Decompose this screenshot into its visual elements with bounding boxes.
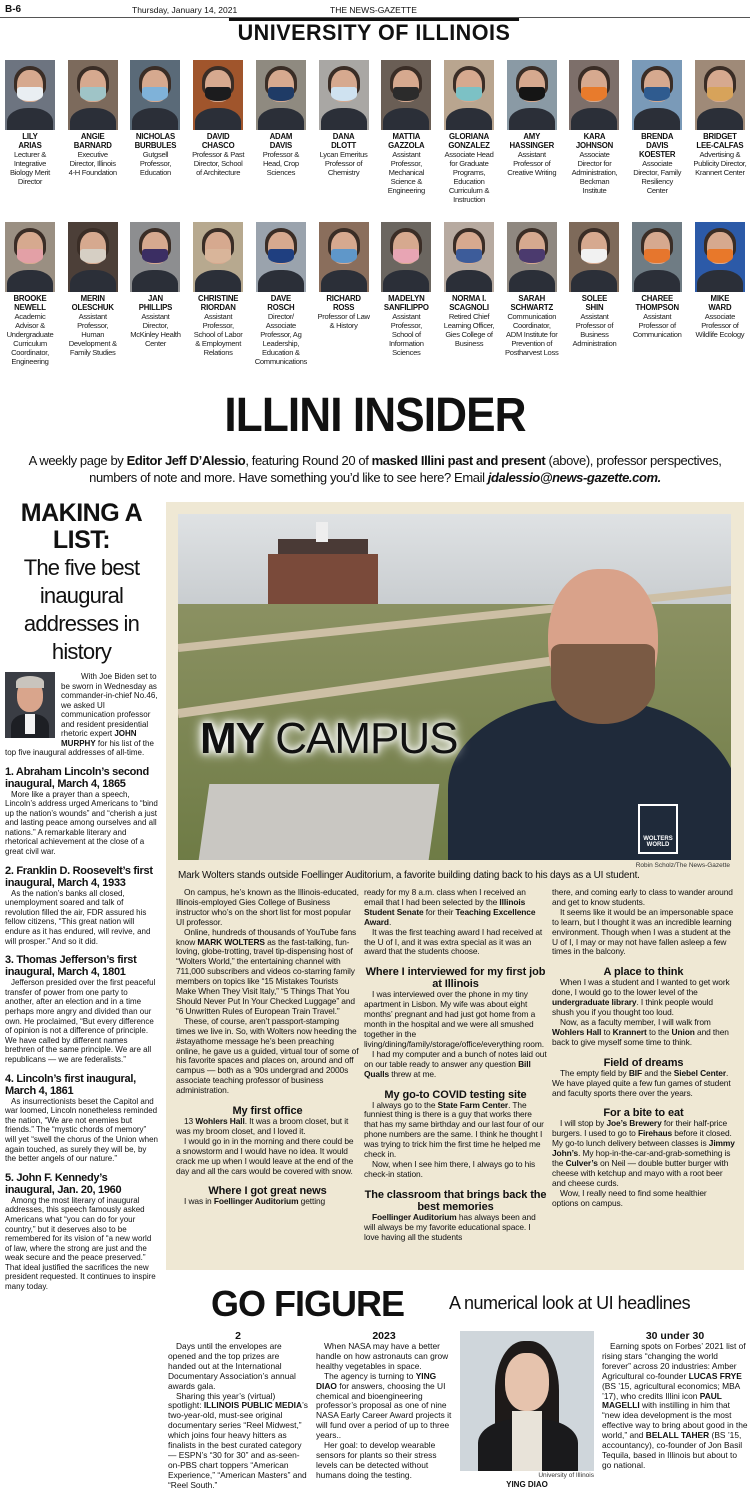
place-name: Firehaus <box>637 1128 673 1139</box>
face-mask-icon <box>456 87 482 101</box>
masked-portrait <box>381 222 431 292</box>
masked-portrait <box>193 60 243 130</box>
person-title: Professor & Head, Crop Sciences <box>262 150 300 177</box>
go-figure-section <box>166 1283 750 1493</box>
figure-number: 2 <box>235 1330 241 1342</box>
person-name: SOLEE SHIN <box>581 294 608 312</box>
list-item-heading: 5. John F. Kennedy’s inaugural, Jan. 20, 1960 <box>5 1171 122 1196</box>
text: threw at me. <box>389 1068 437 1079</box>
issue-date: Thursday, January 14, 2021 <box>132 5 238 15</box>
masked-person <box>505 60 559 204</box>
place-name: Union <box>671 1026 695 1037</box>
masked-person <box>505 222 559 366</box>
subhead-bite-to-eat: For a bite to eat <box>603 1107 684 1120</box>
masked-portrait <box>695 222 745 292</box>
face-mask-icon <box>331 249 357 263</box>
list-item-heading: 4. Lincoln’s first inaugural, March 4, 1861 <box>5 1072 136 1097</box>
text: I will stop by <box>560 1118 607 1129</box>
list-subheadline: The five best inaugural addresses in history <box>23 555 140 664</box>
my-campus-title-bold: MY <box>200 714 264 763</box>
person-name: GLORIANA GONZALEZ <box>448 132 490 150</box>
person-name: BROOKE NEWELL <box>13 294 47 312</box>
paragraph: I was interviewed over the phone in my tiny apartment in Lisbon. My wife was about eight months’ pregnant and had just got home from a month in the hospital and we were all smushed together in the living/dining/family/storage/office/everything room. <box>364 989 544 1049</box>
person-title: Assistant Professor, School of Information Sciences <box>388 312 424 357</box>
masked-person <box>128 60 182 204</box>
paragraph <box>552 978 735 1018</box>
subhead-place-to-think: A place to think <box>603 966 684 979</box>
text: (BS ’15, accountancy), co-founder of Jon Basil Tequila, based in Illinois but about to go national. <box>602 1430 743 1470</box>
subhead-field-of-dreams: Field of dreams <box>603 1056 684 1069</box>
masked-portrait <box>319 60 369 130</box>
subhead-great-news: Where I got great news <box>208 1185 327 1198</box>
person-title: Assistant Professor, Human Development & Family Studies <box>68 312 117 357</box>
person-name: BELALL TAHER <box>645 1430 710 1441</box>
text: to the <box>646 1026 672 1037</box>
subhead-classroom: The classroom that brings back the best memories <box>364 1188 547 1213</box>
person-title: Associate Director, Family Resiliency Center <box>633 159 682 195</box>
face-mask-icon <box>519 249 545 263</box>
face-mask-icon <box>331 87 357 101</box>
person-title: Executive Director, Illinois 4-H Foundation <box>68 150 117 177</box>
text: . <box>388 916 392 927</box>
face-mask-icon <box>707 87 733 101</box>
person-title: Lecturer & Integrative Biology Merit Director <box>10 150 50 186</box>
person-name: LILY ARIAS <box>18 132 42 150</box>
text: as the fast-talking, fun-loving, globe-trotting, travel tip-dispensing host of “Wolters World,” the entertaining channel with 711,000 subscribers and videos co-starring family members on topics like “15 Mistakes Tourists Make When They Visit Italy,” “5 Things That You Should Never Put In Your Checked Luggage” and “6 Unwritten Rules of European Train Travel.” <box>176 936 355 1016</box>
list-item-heading: 1. Abraham Lincoln’s second inaugural, March 4, 1865 <box>5 765 149 790</box>
feature-column-2 <box>364 888 547 1242</box>
john-murphy-name: JOHN MURPHY <box>61 729 137 748</box>
person-title: Professor & Past Director, School of Architecture <box>192 150 245 177</box>
org-name: Illinois Student Senate <box>364 896 526 917</box>
face-mask-icon <box>17 249 43 263</box>
masked-person <box>3 60 57 204</box>
person-name: YING DIAO <box>316 1370 437 1391</box>
text: Now, as a faculty member, I will walk from <box>560 1016 711 1027</box>
person-title: Assistant Professor of Business Administration <box>572 312 617 348</box>
text: Online, hundreds of thousands of YouTube fans know <box>176 926 357 947</box>
masked-illini-row-2 <box>0 222 750 366</box>
person-name: MERIN OLESCHUK <box>71 294 114 312</box>
masked-portrait <box>256 222 306 292</box>
place-name: Joe’s Brewery <box>606 1118 662 1129</box>
face-mask-icon <box>581 87 607 101</box>
face-mask-icon <box>205 249 231 263</box>
paragraph: It seems like it would be an impersonable space to learn, but I thought it was an incredible learning environment. Though when I was a student at the U of I, I may or may not have fallen asleep a few times in the balcony. <box>552 906 734 957</box>
text: and then back to give myself some time to think. <box>552 1026 729 1047</box>
person-name: KARA JOHNSON <box>575 132 614 150</box>
masked-person <box>66 222 120 366</box>
wolters-photo <box>178 514 731 860</box>
person-title: Academic Advisor & Undergraduate Curriculum Coordinator, Engineering <box>6 312 54 366</box>
text: I always go to the <box>372 1099 438 1110</box>
list-item-body: Among the most literary of inaugural addresses, this speech famously asked Americans what “you can do for your country,” but it deserves also to be remembered for its vision of “a new world of law, where the strong are just and the weak secure and the peace preserved.” That ideal justified the sacrifices the new president requested. It continues to inspire many today. <box>5 1195 156 1292</box>
text: with instilling in him that “new idea development is the most effective way to bring about good in the world,” and <box>602 1400 748 1441</box>
list-items <box>5 766 158 1292</box>
person-title: Assistant Professor of Communication <box>632 312 682 339</box>
subhead-interview: Where I interviewed for my first job at Illinois <box>365 966 546 991</box>
subtitle-text: A weekly page by <box>28 453 127 468</box>
masked-portrait <box>632 60 682 130</box>
my-campus-title <box>200 714 457 764</box>
figure-number: 30 under 30 <box>645 1330 705 1342</box>
place-name: Foellinger Auditorium <box>213 1196 299 1207</box>
place-name: State Farm Center <box>437 1099 509 1110</box>
john-murphy-photo <box>5 672 55 738</box>
masked-person <box>442 60 496 204</box>
face-mask-icon <box>393 87 419 101</box>
text: I had my computer and a bunch of notes laid out on our table ready to answer any question <box>364 1048 547 1069</box>
masked-person <box>254 222 308 366</box>
text: . My hop-in-the-car-and-grab-something is the <box>552 1148 731 1169</box>
text: for answers, choosing the UI chemical and bioengineering professor’s proposal as one of nine NASA Early Career Award projects it will fund over a period of up to three years.. <box>316 1380 452 1441</box>
person-title: Associate Professor of Wildlife Ecology <box>695 312 745 339</box>
person-name: DANA DLOTT <box>331 132 357 150</box>
paragraph <box>552 1018 735 1048</box>
text: . It was a broom closet, but it was my broom closet, and I loved it. <box>176 1116 349 1136</box>
masked-person <box>567 222 621 366</box>
photo-credit: University of Illinois <box>538 1472 594 1479</box>
feature-column-3 <box>552 888 735 1209</box>
text: . We have played quite a few fun games of student and faculty sports there over the years. <box>552 1067 731 1098</box>
paragraph: On campus, he’s known as the Illinois-educated, Illinois-employed Gies College of Business instructor who’s on the short list for most popular UI professor. <box>176 887 359 927</box>
masked-portrait <box>444 222 494 292</box>
text: Earning spots on Forbes’ 2021 list of rising stars “changing the world forever” across 20 industries: Amber Agricultural co-founder <box>602 1341 746 1381</box>
paragraph: there, and coming early to class to wander around and get to know students. <box>552 887 733 907</box>
text: ’s two-year-old, must-see original documentary series “Reel Midwest,” which joins four heavy hitters as finalists in the best curated category — ESPN’s “30 for 30” and as-seen-on-PBS chart toppers “American Experience,” “American Masters” and “Reel South.” <box>168 1400 308 1490</box>
masked-portrait <box>444 60 494 130</box>
photo-credit: Robin Scholz/The News-Gazette <box>635 862 730 869</box>
subtitle-text: (above), professor perspectives, numbers of note and more. Have something you’d like to see here? Email <box>89 453 722 485</box>
list-item-heading: 2. Franklin D. Roosevelt’s first inaugural, March 4, 1933 <box>5 864 153 889</box>
face-mask-icon <box>205 87 231 101</box>
face-mask-icon <box>80 249 106 263</box>
paragraph: Now, when I see him there, I always go to his check-in station. <box>364 1158 536 1179</box>
person-name: MIKE WARD <box>708 294 732 312</box>
list-headline: MAKING A LIST: <box>20 499 143 554</box>
person-name: AMY HASSINGER <box>509 132 555 150</box>
subhead-first-office: My first office <box>232 1105 303 1118</box>
face-mask-icon <box>142 87 168 101</box>
masked-illini-label: masked Illini past and present <box>371 453 546 468</box>
paragraph <box>176 1197 359 1207</box>
photo-caption: Mark Wolters stands outside Foellinger Auditorium, a favorite building dating back to his days as a UI student. <box>178 870 640 881</box>
person-name: DAVID CHASCO <box>201 132 235 150</box>
place-name: Culver’s <box>565 1158 598 1169</box>
person-name: ANGIE BARNARD <box>73 132 112 150</box>
masked-person <box>191 222 245 366</box>
masked-portrait <box>130 222 180 292</box>
page-number: B-6 <box>5 4 22 15</box>
person-name: CHRISTINE RIORDAN <box>198 294 239 312</box>
masked-person <box>693 222 747 366</box>
intro-text-1: With Joe Biden set to be sworn in Wednesday as commander-in-chief No.46, we asked UI communication professor and resident presidential rhetoric expert <box>61 672 158 738</box>
paragraph <box>168 1392 308 1491</box>
making-a-list-column <box>5 500 158 1292</box>
person-name: SARAH SCHWARTZ <box>510 294 554 312</box>
text: ready for my 8 a.m. class when I received an email that I had been selected by the <box>364 887 526 907</box>
ying-diao-photo <box>460 1331 594 1471</box>
masked-portrait <box>130 60 180 130</box>
paragraph <box>316 1372 452 1441</box>
paragraph <box>176 1117 359 1137</box>
face-mask-icon <box>80 87 106 101</box>
masked-portrait <box>5 60 55 130</box>
paragraph <box>364 888 547 928</box>
paragraph: It was the first teaching award I had received at the U of I, and it was extra special as it was an award that the students choose. <box>364 926 543 957</box>
award-name: Teaching Excellence Award <box>364 906 536 927</box>
list-intro <box>5 672 158 758</box>
face-mask-icon <box>393 249 419 263</box>
place-name: Krannert <box>612 1026 647 1037</box>
figure-number: 2023 <box>372 1330 396 1342</box>
list-item-body: More like a prayer than a speech, Lincoln’s address urged Americans to “bind up the nation’s wounds” and “cherish a just and lasting peace among ourselves and all nations.” A remarkable literary and rhetorical achievement at the close of a great civil war. <box>5 789 158 857</box>
photo-name: YING DIAO <box>506 1480 548 1489</box>
face-mask-icon <box>268 87 294 101</box>
masked-person <box>379 222 433 366</box>
face-mask-icon <box>581 249 607 263</box>
face-mask-icon <box>519 87 545 101</box>
text: to <box>601 1026 613 1037</box>
intro-text-2: for his list of the top five inaugural addresses of all-time. <box>5 738 154 757</box>
masked-person <box>630 60 684 204</box>
paragraph: Days until the envelopes are opened and the top prizes are handed out at the International Documentary Association’s annual awards gala. <box>168 1341 296 1391</box>
masked-portrait <box>68 60 118 130</box>
person-title: Assistant Professor, Mechanical Science & Engineering <box>387 150 425 195</box>
face-mask-icon <box>707 249 733 263</box>
face-mask-icon <box>142 249 168 263</box>
person-title: Associate Head for Graduate Programs, Education Curriculum & Instruction <box>444 150 494 204</box>
masked-portrait <box>507 222 557 292</box>
text: before it closed. My go-to lunch delivery between classes is <box>552 1128 732 1149</box>
text: (BS ’15, agricultural economics; MBA ’17), who credits Illini icon <box>602 1380 740 1401</box>
place-name: Wohlers Hall <box>195 1116 245 1127</box>
person-title: Communication Coordinator, ADM Institute for Prevention of Postharvest Loss <box>505 312 559 357</box>
masked-person <box>254 60 308 204</box>
masked-person <box>317 222 371 366</box>
person-name: NICHOLAS BURBULES <box>134 132 177 150</box>
masked-person <box>693 60 747 204</box>
text: for their half-price burgers. I used to go to <box>552 1118 728 1139</box>
paragraph <box>176 928 359 1017</box>
masked-person <box>442 222 496 366</box>
go-figure-item-2023 <box>316 1331 452 1481</box>
person-name: ADAM DAVIS <box>269 132 293 150</box>
insider-subtitle <box>10 452 740 486</box>
text: When I was a student and I wanted to get work done, I would go to the lower level of the <box>552 977 730 998</box>
masked-portrait <box>569 222 619 292</box>
face-mask-icon <box>268 249 294 263</box>
face-mask-icon <box>644 87 670 101</box>
masked-person <box>3 222 57 366</box>
place-name: Wohlers Hall <box>552 1026 602 1037</box>
person-title: Assistant Professor, School of Labor & Employment Relations <box>193 312 243 357</box>
paragraph: Wow, I really need to find some healthier options on campus. <box>552 1187 707 1208</box>
section-banner: UNIVERSITY OF ILLINOIS <box>229 18 519 44</box>
person-name: MATTIA GAZZOLA <box>388 132 425 150</box>
masked-person <box>317 60 371 204</box>
face-mask-icon <box>456 249 482 263</box>
masked-portrait <box>319 222 369 292</box>
list-item-body: As insurrectionists beset the Capitol and war loomed, Lincoln nonetheless reminded the nation, “We are not enemies but friends.” The “mystic chords of memory” will yet “swell the chorus of the Union when again touched, as surely they will be, by the better angels of our nature.” <box>5 1096 158 1164</box>
list-item-body: Jefferson presided over the first peaceful transfer of power from one party to another, after an election and in a time perhaps more angry and divided than our own. He proclaimed, “But every difference of opinion is not a difference of principle. We have called by different names brethren of the same principle. We are all republicans — we are federalists.” <box>5 978 156 1064</box>
text: The agency is turning to <box>324 1370 416 1381</box>
text: Sharing this year’s (virtual) spotlight: <box>168 1390 276 1411</box>
paragraph <box>364 1101 547 1160</box>
paper-name: THE NEWS-GAZETTE <box>330 5 417 15</box>
mark-wolters-name: MARK WOLTERS <box>197 936 265 947</box>
subhead-covid-testing: My go-to COVID testing site <box>384 1088 527 1101</box>
text: and the <box>642 1067 674 1078</box>
person-name: RICHARD ROSS <box>326 294 361 312</box>
paragraph <box>602 1342 748 1471</box>
place-name: Jimmy John’s <box>552 1138 735 1159</box>
masked-person <box>630 222 684 366</box>
text: has always been and will always be my favorite educational space. I love having all the students <box>364 1211 536 1242</box>
subtitle-text: , featuring Round 20 of <box>245 453 372 468</box>
face-mask-icon <box>17 87 43 101</box>
place-name: Foellinger Auditorium <box>372 1211 457 1222</box>
wolters-world-logo: WOLTERS WORLD <box>638 804 678 854</box>
person-title: Retired Chief Learning Officer, Gies College of Business <box>443 312 495 348</box>
feature-column-1 <box>176 888 359 1207</box>
text: . I think people would shush you if you thought too loud. <box>552 997 713 1018</box>
person-name: BRIDGET LEE-CALFAS <box>696 132 744 150</box>
paragraph: I would go in in the morning and there could be a snowstorm and I would have no idea. It would crack me up when I would leave at the end of the day and all the cars would be covered with snow. <box>176 1135 354 1176</box>
person-title: Lycan Emeritus Professor of Chemistry <box>319 150 368 177</box>
paragraph: These, of course, aren’t passport-stamping times we live in. So, with Wolters now heeding the #stayathome message he’s been preaching online, he gave us a guided, virtual tour of some of his favorite spaces and places on, around and off campus — both as a ’90s undergrad and 2000s associate teaching professor of business administration. <box>176 1015 359 1096</box>
go-figure-subtitle: A numerical look at UI headlines <box>449 1293 691 1313</box>
place-name: BIF <box>628 1067 643 1078</box>
paragraph <box>364 1050 547 1080</box>
person-name: LUCAS FRYE <box>688 1370 742 1381</box>
person-name: MADELYN SANFILIPPO <box>383 294 429 312</box>
text: getting <box>298 1196 326 1207</box>
paragraph <box>552 1069 735 1099</box>
text: on Neil — double butter burger with cheese with ketchup and mayo with a root beer and cheese curds. <box>552 1158 729 1188</box>
masked-person <box>191 60 245 204</box>
masked-person <box>379 60 433 204</box>
person-name: BRENDA DAVIS KOESTER <box>639 132 676 159</box>
insider-title: ILLINI INSIDER <box>224 389 526 442</box>
masked-portrait <box>569 60 619 130</box>
paragraph <box>364 1213 547 1243</box>
masked-portrait <box>5 222 55 292</box>
person-name: Bill Qualls <box>364 1058 531 1079</box>
masked-portrait <box>632 222 682 292</box>
paragraph <box>552 1119 735 1188</box>
person-title: Professor of Law & History <box>317 312 370 330</box>
person-name: JAN PHILLIPS <box>138 294 173 312</box>
paragraph: When NASA may have a better handle on how astronauts can grow healthy vegetables in space. <box>316 1341 449 1371</box>
place-name: undergraduate library <box>552 997 637 1008</box>
person-name: NORMA I. SCAGNOLI <box>449 294 489 312</box>
person-title: Associate Director for Administration, Beckman Institute <box>571 150 618 195</box>
text: I was in <box>184 1196 214 1207</box>
masked-person <box>128 222 182 366</box>
go-figure-title: GO FIGURE <box>211 1283 405 1324</box>
my-campus-feature <box>166 502 744 1270</box>
my-campus-title-rest: CAMPUS <box>264 714 458 763</box>
place-name: Siebel Center <box>673 1067 726 1078</box>
masked-portrait <box>507 60 557 130</box>
list-item-heading: 3. Thomas Jefferson’s first inaugural, March 4, 1801 <box>5 954 137 979</box>
person-title: Gutgsell Professor, Education <box>139 150 172 177</box>
masked-portrait <box>381 60 431 130</box>
face-mask-icon <box>644 249 670 263</box>
person-name: DAVE ROSCH <box>267 294 295 312</box>
masked-portrait <box>256 60 306 130</box>
text: The empty field by <box>560 1067 629 1078</box>
masked-person <box>66 60 120 204</box>
person-title: Advertising & Publicity Director, Krannert Center <box>693 150 747 177</box>
org-name: ILLINOIS PUBLIC MEDIA <box>203 1400 303 1411</box>
person-title: Assistant Director, McKinley Health Center <box>130 312 181 348</box>
masked-portrait <box>68 222 118 292</box>
text: for their <box>423 906 456 917</box>
text: . The funniest thing is there is a guy that works there that has my same birthday and our last four of our phone numbers are the same. I think he thought I was trying to trick him the first time he helped me check in. <box>364 1099 544 1160</box>
masked-person <box>567 60 621 204</box>
masked-portrait <box>695 60 745 130</box>
person-name: PAUL MAGELLI <box>602 1390 722 1411</box>
person-title: Director/ Associate Professor, Ag Leadership, Education & Communications <box>254 312 308 366</box>
paragraph: Her goal: to develop wearable sensors for plants so their stress levels can be detected without humans doing the testing. <box>316 1440 437 1480</box>
go-figure-item-30-under-30 <box>602 1331 748 1471</box>
go-figure-item-2 <box>168 1331 308 1491</box>
text: 13 <box>184 1116 196 1127</box>
email-link[interactable]: jdalessio@news-gazette.com. <box>487 470 661 485</box>
person-title: Assistant Professor of Creative Writing <box>507 150 557 177</box>
editor-name: Editor Jeff D’Alessio <box>126 453 246 468</box>
person-name: CHAREE THOMPSON <box>635 294 679 312</box>
masked-illini-row-1 <box>0 60 750 204</box>
list-item-body: As the nation’s banks all closed, unemployment soared and talk of revolution filled the air, FDR assured his fellow citizens, “This great nation will endure as it has endured, will revive, and will prosper.” And so it did. <box>5 888 151 946</box>
masked-portrait <box>193 222 243 292</box>
